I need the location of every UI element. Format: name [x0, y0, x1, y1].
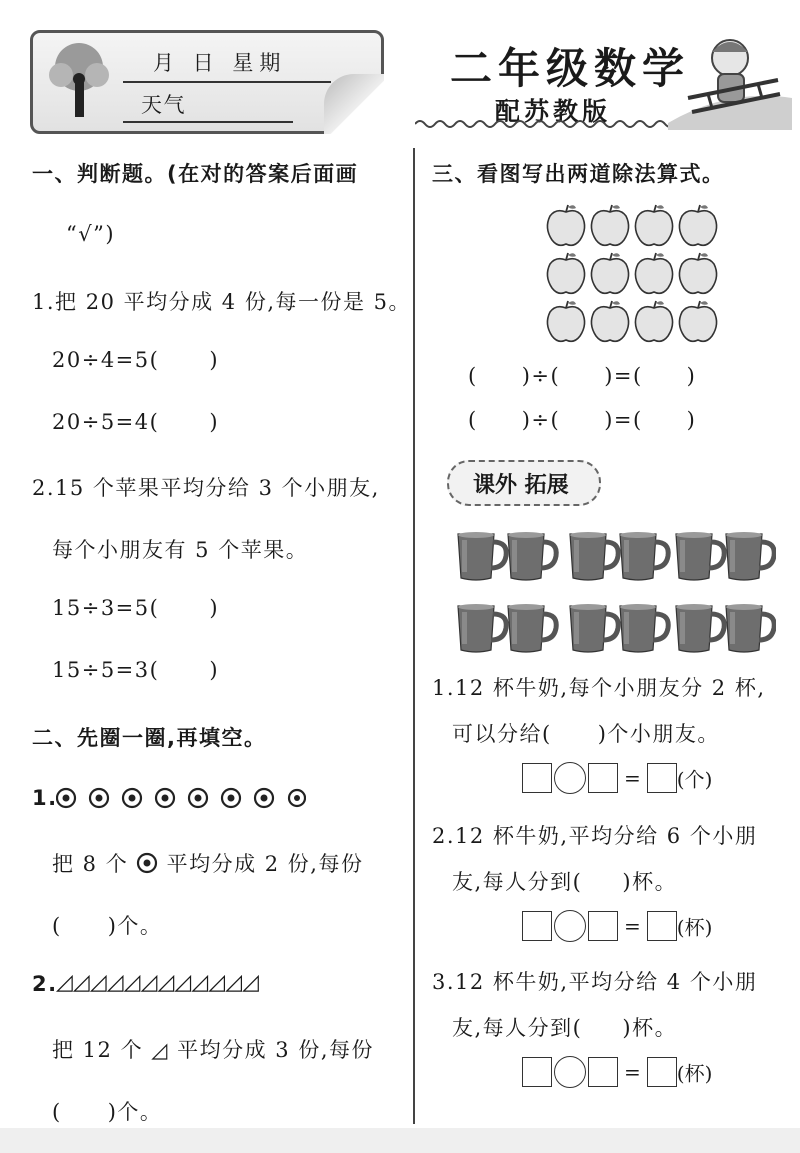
ext-q2-equation-boxes: = (杯) — [522, 910, 712, 942]
cup-grid — [452, 530, 776, 654]
triangle-row: ◿◿◿◿◿◿◿◿◿◿◿◿ — [56, 970, 260, 995]
s1-q2-text-cont: 每个小朋友有 5 个苹果。 — [52, 538, 309, 562]
answer-box[interactable] — [647, 763, 677, 793]
date-label: 月 日 星期 — [153, 51, 287, 75]
date-weather-box — [30, 30, 384, 134]
s1-q2-option-1: 15÷3=5( ) — [52, 596, 220, 620]
answer-box[interactable] — [522, 763, 552, 793]
page-curl — [324, 74, 384, 134]
page-subtitle: 配苏教版 — [495, 97, 612, 126]
s1-q1-option-1: 20÷4=5( ) — [52, 348, 220, 372]
ext-q2-text-cont: 友,每人分到( )杯。 — [452, 870, 678, 894]
tree-logo-icon — [39, 39, 119, 123]
s1-q1-option-2: 20÷5=4( ) — [52, 410, 220, 434]
answer-box[interactable] — [522, 911, 552, 941]
wave-underline — [415, 118, 675, 130]
answer-box[interactable] — [588, 911, 618, 941]
answer-box[interactable] — [522, 1057, 552, 1087]
s2-q1-number: 1. — [32, 786, 58, 810]
ext-q3-text-cont: 友,每人分到( )杯。 — [452, 1016, 678, 1040]
extension-tag — [447, 460, 601, 506]
section2-heading: 二、先圈一圈,再填空。 — [32, 726, 267, 750]
section1-heading: 一、判断题。(在对的答案后面画 — [32, 162, 359, 186]
section3-heading: 三、看图写出两道除法算式。 — [432, 162, 725, 186]
s2-q1-answer: ( )个。 — [52, 914, 163, 938]
unit-label: (个) — [676, 767, 713, 792]
ext-q3-text: 3.12 杯牛奶,平均分给 4 个小朋 — [432, 970, 758, 994]
sledding-child-illustration — [668, 28, 792, 130]
answer-box[interactable] — [588, 763, 618, 793]
unit-label: (杯) — [676, 915, 713, 940]
ext-q2-text: 2.12 杯牛奶,平均分给 6 个小朋 — [432, 824, 758, 848]
answer-box[interactable] — [647, 1057, 677, 1087]
extension-tag-label: 课外 拓展 — [473, 473, 569, 498]
s2-q2-answer: ( )个。 — [52, 1100, 163, 1124]
apple-grid — [540, 200, 722, 348]
ext-q1-equation-boxes: = (个) — [522, 762, 712, 794]
dot-circle-icon — [136, 852, 158, 874]
answer-box[interactable] — [647, 911, 677, 941]
s2-q1-text: 把 8 个 平均分成 2 份,每份 — [52, 852, 364, 876]
ext-q3-equation-boxes: = (杯) — [522, 1056, 712, 1088]
s1-q1-text: 1.把 20 平均分成 4 份,每一份是 5。 — [32, 290, 412, 314]
column-divider — [413, 148, 415, 1124]
operator-circle[interactable] — [554, 910, 586, 942]
operator-circle[interactable] — [554, 762, 586, 794]
section1-heading-cont: “√”) — [66, 222, 116, 246]
s2-q2-text: 把 12 个 ◿ 平均分成 3 份,每份 — [52, 1038, 374, 1062]
s3-equation-2: ( )÷( )=( ) — [468, 408, 697, 432]
s2-q2-number: 2. — [32, 972, 58, 996]
s1-q2-option-2: 15÷5=3( ) — [52, 658, 220, 682]
bottom-margin — [0, 1128, 800, 1153]
unit-label: (杯) — [676, 1061, 713, 1086]
operator-circle[interactable] — [554, 1056, 586, 1088]
ext-q1-text: 1.12 杯牛奶,每个小朋友分 2 杯, — [432, 676, 766, 700]
page-title: 二年级数学 — [450, 44, 691, 93]
s3-equation-1: ( )÷( )=( ) — [468, 364, 697, 388]
dot-circle-row — [56, 784, 306, 814]
ext-q1-text-cont: 可以分给( )个小朋友。 — [452, 722, 720, 746]
s1-q2-text: 2.15 个苹果平均分给 3 个小朋友, — [32, 476, 380, 500]
weather-label: 天气 — [141, 93, 186, 117]
triangle-icon: ◿ — [151, 1038, 169, 1062]
answer-box[interactable] — [588, 1057, 618, 1087]
